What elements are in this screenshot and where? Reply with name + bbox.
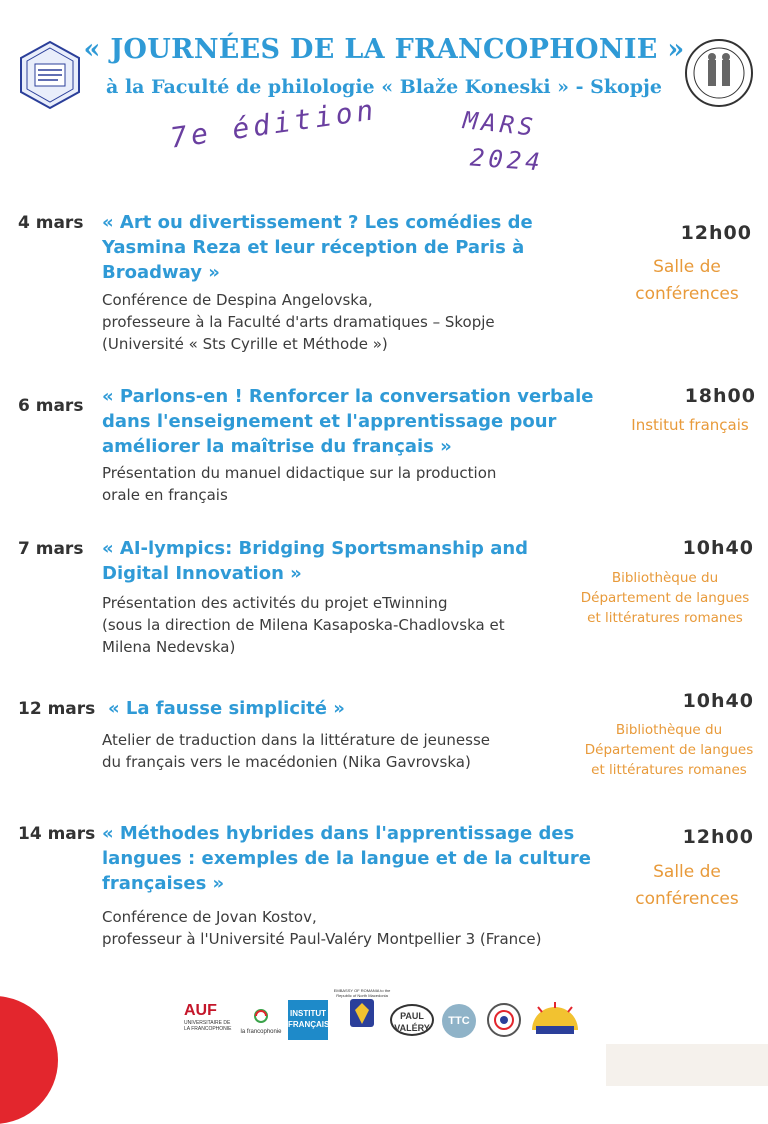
red-corner-decoration [0, 996, 58, 1124]
event-title: « La fausse simplicité » [108, 698, 345, 719]
event-place: Salle de conférences [635, 862, 739, 909]
event-title: « AI-lympics: Bridging Sportsmanship and Digital Innovation » [102, 538, 529, 584]
event-time: 18h00 [684, 385, 756, 407]
event-title: « Méthodes hybrides dans l'apprentissage des langues : exemples de la langue et de la culture françaises » [102, 823, 591, 894]
event-date: 7 mars [18, 539, 84, 559]
event-title: « Parlons-en ! Renforcer la conversation verbale dans l'enseignement et l'apprentissage pour améliorer la maîtrise du français » [102, 386, 594, 457]
event-place: Bibliothèque du Département de langues et littératures romanes [584, 722, 754, 778]
event-time: 12h00 [680, 222, 752, 244]
ttc-logo: TTC [442, 1004, 476, 1038]
event-title: « Art ou divertissement ? Les comédies de Yasmina Reza et leur réception de Paris à Broadway » [102, 212, 533, 283]
event-description: Présentation des activités du projet eTwinning (sous la direction de Milena Kasaposka-Chadlovska et Milena Nedevska) [102, 594, 505, 656]
event-date: 6 mars [18, 396, 84, 416]
event-time: 10h40 [682, 537, 754, 559]
event-description: Présentation du manuel didactique sur la production orale en français [102, 464, 497, 504]
event-place: Institut français [631, 416, 749, 434]
event-description: Conférence de Despina Angelovska, professeure à la Faculté d'arts dramatiques – Skopje (Université « Sts Cyrille et Méthode ») [102, 291, 495, 353]
event-place: Bibliothèque du Département de langues et littératures romanes [580, 570, 750, 626]
month-label: MARS [461, 106, 539, 142]
embassy-romania-logo: EMBASSY OF ROMANIA to the Republic of North Macedonia [332, 988, 392, 1040]
event-date: 14 mars [18, 824, 96, 844]
event-date: 12 mars [18, 699, 96, 719]
auf-logo: AUF UNIVERSITAIRE DE LA FRANCOPHONIE [184, 1002, 232, 1032]
event-description: Atelier de traduction dans la littérature de jeunesse du français vers le macédonien (Nika Gavrovska) [102, 731, 490, 771]
edition-label: 7e édition [168, 92, 380, 155]
paul-valery-logo: PAUL VALÉRY [390, 1004, 434, 1036]
year-label: 2024 [469, 143, 545, 177]
francophonie-logo: la francophonie [240, 1008, 282, 1038]
page-title: « JOURNÉES DE LA FRANCOPHONIE » [83, 34, 685, 65]
event-description: Conférence de Jovan Kostov, professeur à l'Université Paul-Valéry Montpellier 3 (France) [102, 908, 542, 948]
circular-seal-logo [486, 1002, 522, 1038]
sunburst-logo [528, 1000, 582, 1038]
institut-francais-logo: INSTITUT FRANÇAIS [288, 1000, 328, 1040]
event-time: 10h40 [682, 690, 754, 712]
event-place: Salle de conférences [635, 257, 739, 304]
page-subtitle: à la Faculté de philologie « Blaže Koneski » - Skopje [106, 76, 662, 98]
event-date: 4 mars [18, 213, 84, 233]
light-corner-decoration [606, 1044, 768, 1086]
event-time: 12h00 [682, 826, 754, 848]
